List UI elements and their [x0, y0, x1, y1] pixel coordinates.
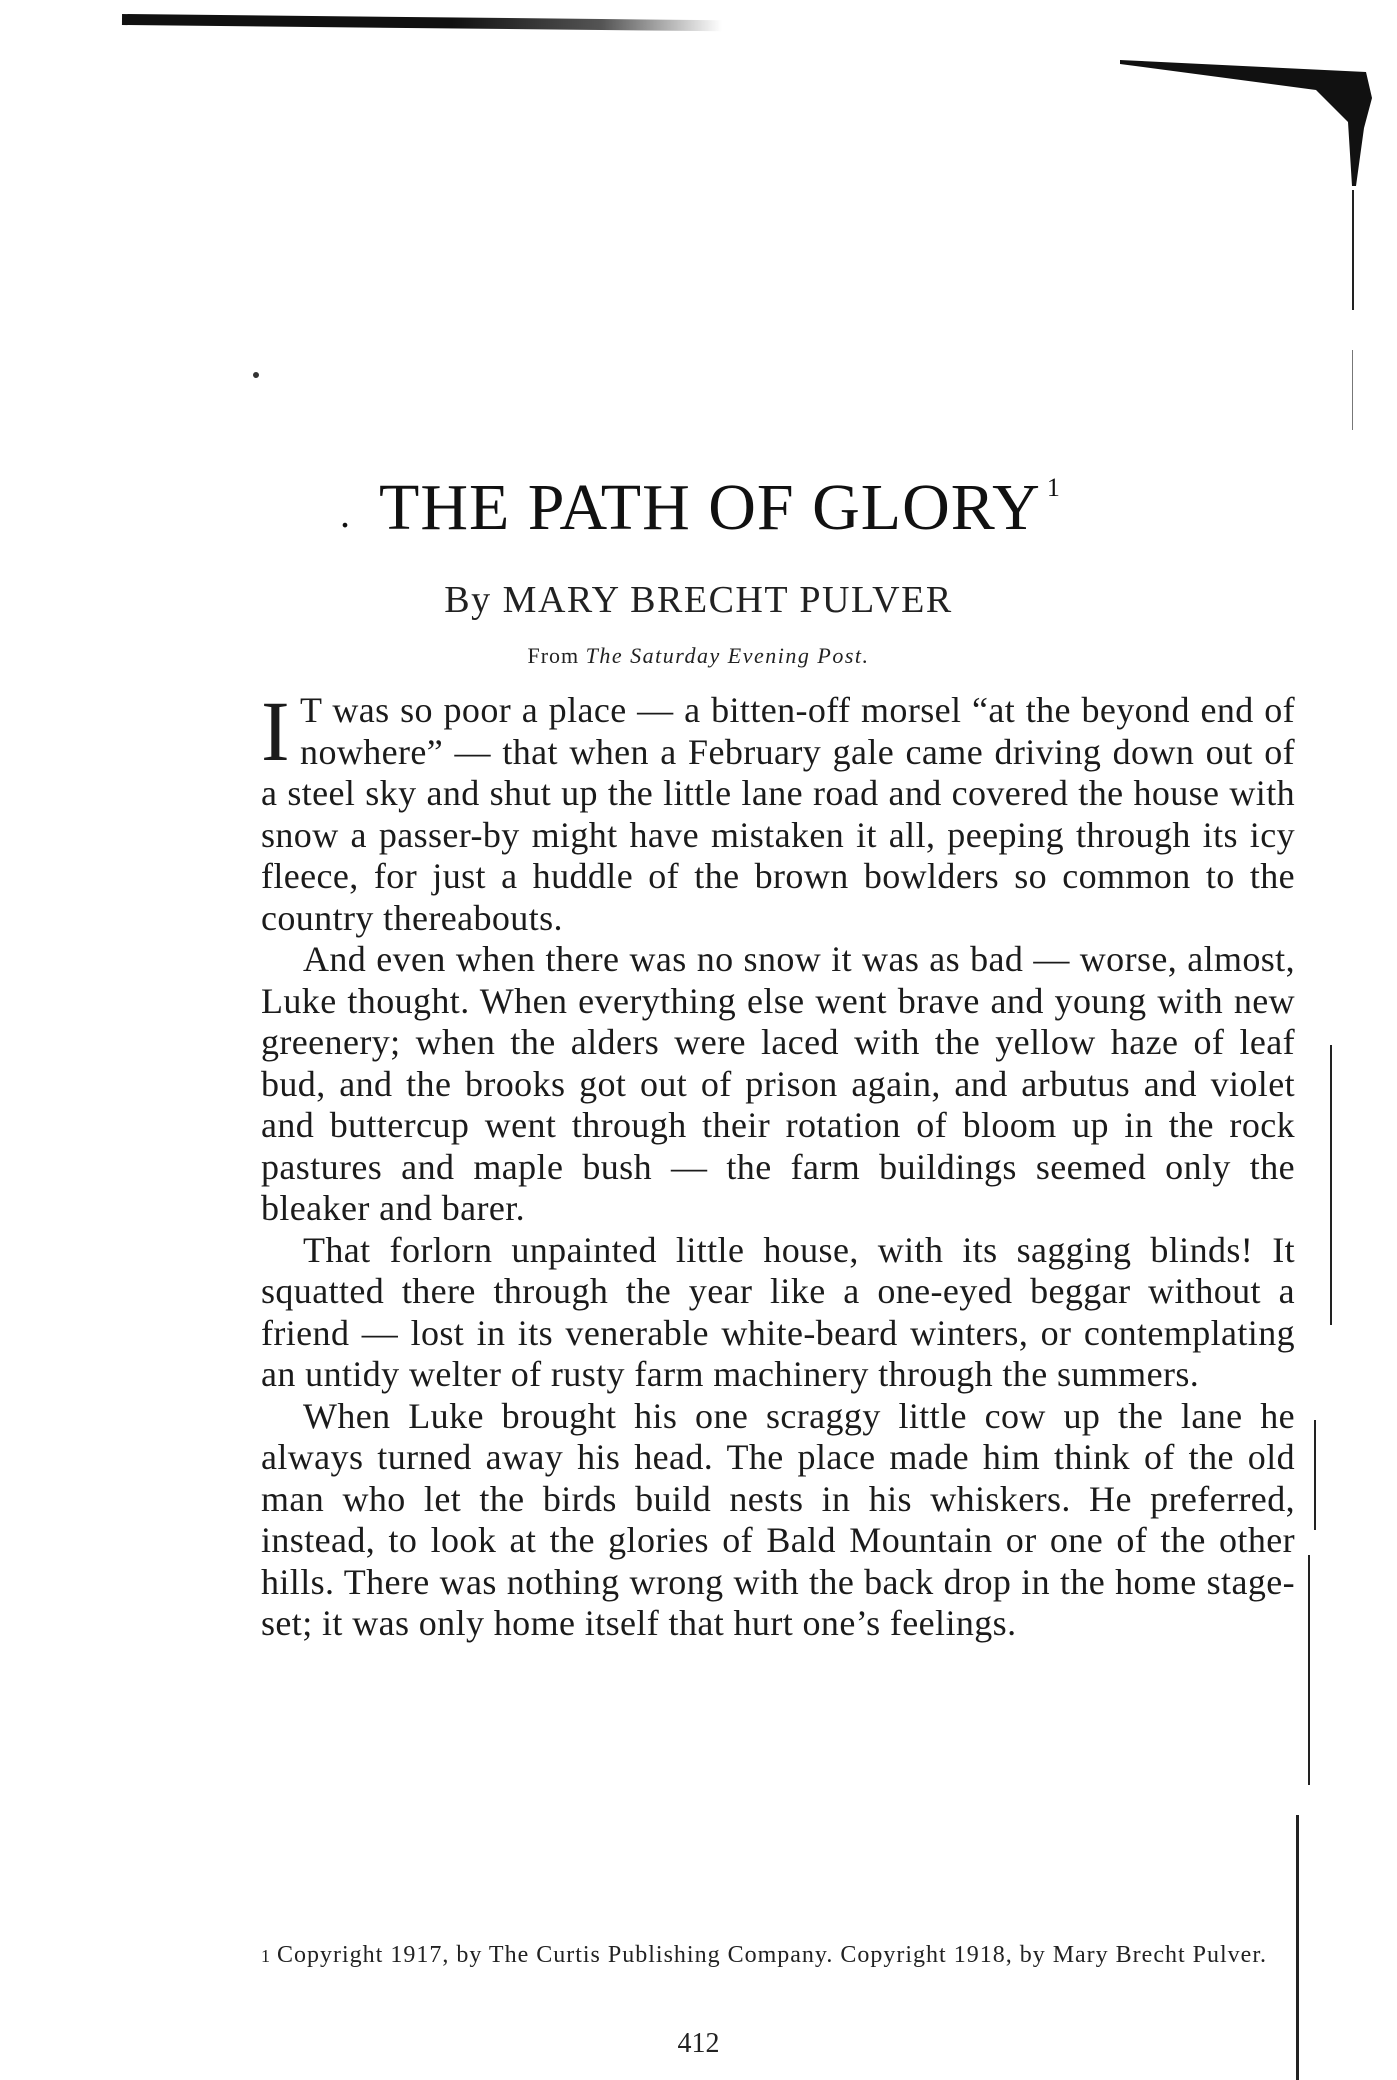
byline-prefix: By: [444, 579, 492, 621]
footnote: [261, 1942, 1295, 1969]
article-title: [340, 470, 1240, 546]
source-prefix: From: [527, 643, 580, 668]
source-publication: The Saturday Evening Post.: [585, 643, 870, 668]
scan-edge-line-right-4: [1314, 1420, 1316, 1530]
title-speck: .: [340, 491, 351, 537]
paragraph-1: [261, 683, 1295, 939]
title-footnote-mark: 1: [1046, 473, 1061, 502]
scan-edge-line-right-5: [1308, 1555, 1310, 1785]
footnote-mark: 1: [261, 1946, 271, 1966]
scan-edge-line-right-2: [1352, 350, 1353, 430]
scan-edge-line-right-3: [1330, 1045, 1332, 1325]
source-line: [0, 643, 1397, 669]
byline: [0, 578, 1397, 622]
title-text: THE PATH OF GLORY: [379, 471, 1041, 544]
paragraph-3: That forlorn unpainted little house, with its sagging blinds! It squatted there through the year like a one-eyed beggar without a friend — lost in its venerable white-beard winters, or contemplating an untidy welter of rusty farm machinery through the summers.: [261, 1229, 1295, 1394]
scan-edge-shadow-top: [122, 14, 722, 31]
scan-edge-shadow-corner: [1120, 58, 1376, 188]
footnote-text: Copyright 1917, by The Curtis Publishing Company. Copyright 1918, by Mary Brecht Pulver.: [277, 1942, 1267, 1968]
page-number: 412: [677, 2028, 720, 2059]
article-body: [261, 683, 1295, 1645]
author-name: MARY BRECHT PULVER: [502, 579, 953, 621]
scan-edge-line-right-1: [1352, 190, 1354, 310]
drop-cap: I: [261, 683, 291, 779]
paragraph-text: T was so poor a place — a bitten-off morsel “at the beyond end of nowhere” — that when a February gale came driving down out of a steel sky and shut up the little lane road and covered the house with snow a passer-by might have mistaken it all, peeping through its icy fleece, for just a huddle of the brown bowlders so common to the country thereabouts.: [261, 690, 1295, 938]
scan-speck: [253, 372, 259, 378]
paragraph-4: When Luke brought his one scraggy little cow up the lane he always turned away his head. The place made him think of the old man who let the birds build nests in his whiskers. He preferred, instead, to look at the glories of Bald Mountain or one of the other hills. There was nothing wrong with the back drop in the home stage-set; it was only home itself that hurt one’s feelings.: [261, 1395, 1295, 1643]
paragraph-2: And even when there was no snow it was as bad — worse, almost, Luke thought. When everything else went brave and young with new greenery; when the alders were laced with the yellow haze of leaf bud, and the brooks got out of prison again, and arbutus and violet and buttercup went through their rotation of bloom up in the rock pastures and maple bush — the farm buildings seemed only the bleaker and barer.: [261, 939, 1295, 1228]
